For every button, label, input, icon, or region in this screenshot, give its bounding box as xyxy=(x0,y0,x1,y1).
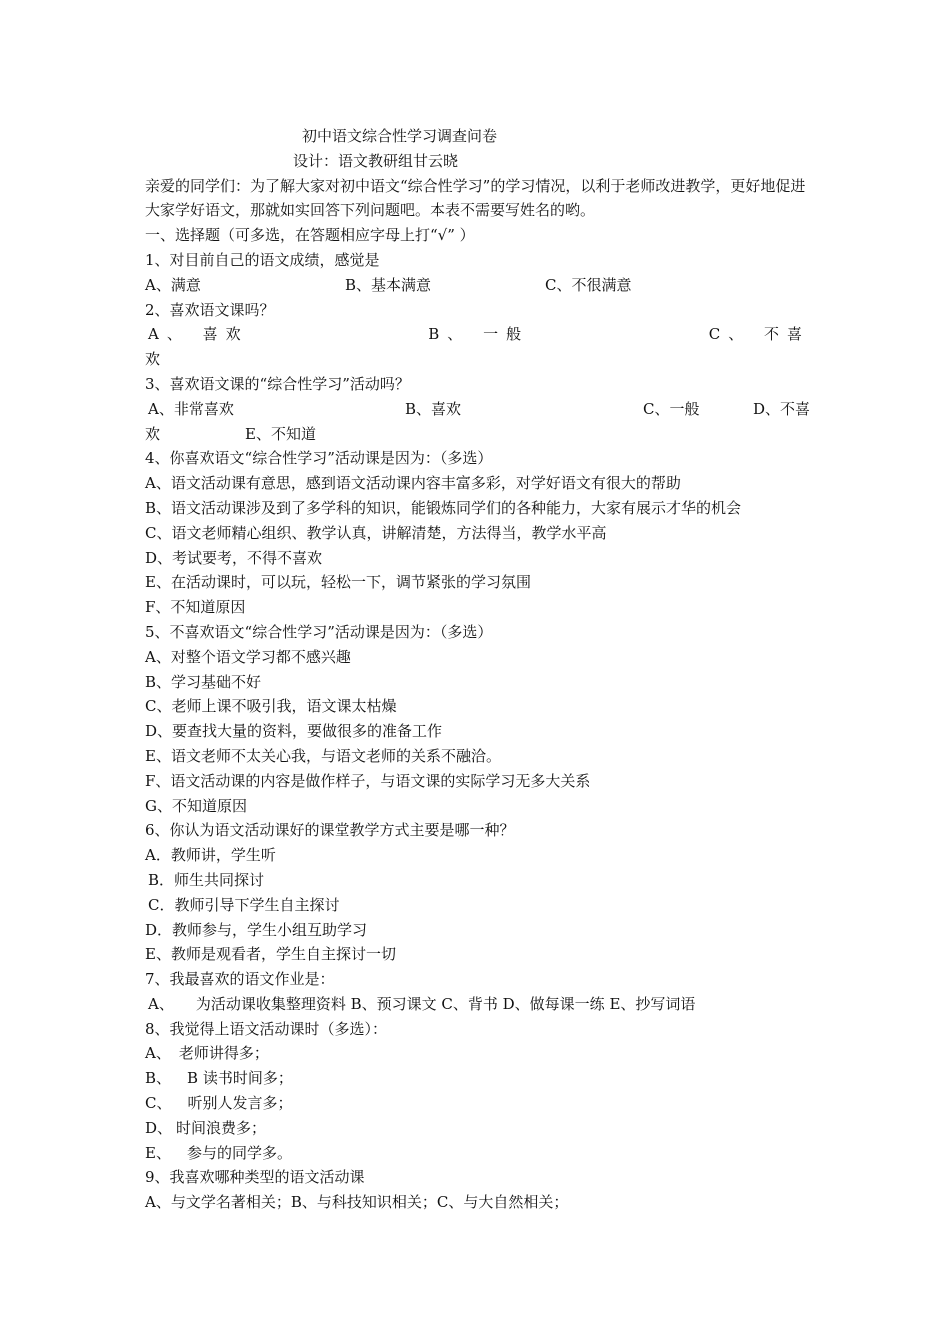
option-b[interactable]: B、语文活动课涉及到了多学科的知识，能锻炼同学们的各种能力，大家有展示才华的机会 xyxy=(145,498,742,517)
option-text: B 读书时间多； xyxy=(187,1069,293,1088)
option-b[interactable]: B、喜欢 xyxy=(405,399,462,418)
option-e[interactable] xyxy=(145,1141,810,1166)
option-c[interactable] xyxy=(145,1091,810,1116)
option-b[interactable] xyxy=(145,1066,810,1091)
option-text: 参与的同学多。 xyxy=(186,1143,292,1162)
option-f[interactable]: F、不知道原因 xyxy=(145,598,246,617)
question-1: 1、对目前自己的语文成绩，感觉是 xyxy=(145,250,380,269)
question-7: 7、我最喜欢的语文作业是： xyxy=(145,970,335,989)
document-title: 初中语文综合性学习调查问卷 xyxy=(302,127,498,145)
option-a[interactable]: A、 喜欢 xyxy=(148,325,249,344)
option-c[interactable]: C．教师引导下学生自主探讨 xyxy=(148,895,340,914)
question-4: 4、你喜欢语文“综合性学习”活动课是因为：（多选） xyxy=(145,449,493,468)
question-9-options[interactable]: A、与文学名著相关；B、与科技知识相关；C、与大自然相关； xyxy=(145,1193,569,1212)
option-a[interactable]: A．教师讲，学生听 xyxy=(145,846,276,865)
option-f[interactable]: F、语文活动课的内容是做作样子，与语文课的实际学习无多大关系 xyxy=(145,771,591,790)
option-b[interactable]: B．师生共同探讨 xyxy=(148,870,265,889)
option-d[interactable]: D、考试要考，不得不喜欢 xyxy=(145,548,323,567)
question-3-options-cont xyxy=(145,422,810,447)
option-d[interactable]: D．教师参与，学生小组互助学习 xyxy=(145,920,368,939)
option-c[interactable]: C、 不喜 xyxy=(708,325,810,344)
question-7-options xyxy=(145,992,810,1017)
option-label: B、 xyxy=(145,1069,172,1088)
question-8: 8、我觉得上语文活动课时（多选）： xyxy=(145,1019,388,1038)
option-a[interactable]: A、满意 xyxy=(145,275,201,294)
option-e[interactable]: E、不知道 xyxy=(245,424,316,443)
intro-paragraph: 亲爱的同学们：为了解大家对初中语文“综合性学习”的学习情况，以利于老师改进教学，更好地促进大家学好语文，那就如实回答下列问题吧。本表不需要写姓名的哟。 xyxy=(145,176,806,220)
document-page xyxy=(145,124,810,1215)
question-6: 6、你认为语文活动课好的课堂教学方式主要是哪一种？ xyxy=(145,821,515,840)
question-2-options xyxy=(145,322,810,347)
option-b[interactable]: B、基本满意 xyxy=(345,275,432,294)
option-e[interactable]: E、在活动课时，可以玩，轻松一下，调节紧张的学习氛围 xyxy=(145,573,531,592)
option-a-label[interactable]: A、 xyxy=(148,994,174,1013)
option-text: 时间浪费多； xyxy=(176,1118,267,1137)
option-d-continuation: 欢 xyxy=(145,424,161,443)
options-text[interactable]: 为活动课收集整理资料 B、预习课文 C、背书 D、做每课一练 E、抄写词语 xyxy=(195,994,696,1013)
option-c[interactable]: C、一般 xyxy=(643,399,700,418)
option-a[interactable] xyxy=(145,1041,810,1066)
option-b[interactable]: B、 一般 xyxy=(428,325,530,344)
option-e[interactable]: E、教师是观看者，学生自主探讨一切 xyxy=(145,945,396,964)
question-3: 3、喜欢语文课的“综合性学习”活动吗？ xyxy=(145,374,410,393)
question-9: 9、我喜欢哪种类型的语文活动课 xyxy=(145,1168,365,1187)
section-heading: 一、选择题（可多选，在答题相应字母上打“√” ） xyxy=(145,226,475,245)
option-c[interactable]: C、不很满意 xyxy=(545,275,632,294)
question-3-options xyxy=(145,397,810,422)
option-e[interactable]: E、语文老师不太关心我，与语文老师的关系不融洽。 xyxy=(145,746,501,765)
question-2: 2、喜欢语文课吗？ xyxy=(145,300,275,319)
option-a[interactable]: A、非常喜欢 xyxy=(148,399,234,418)
question-1-options xyxy=(145,273,810,298)
option-c[interactable]: C、语文老师精心组织、教学认真，讲解清楚，方法得当，教学水平高 xyxy=(145,523,607,542)
option-d[interactable]: D、要查找大量的资料，要做很多的准备工作 xyxy=(145,722,443,741)
option-text: 听别人发言多； xyxy=(187,1094,293,1113)
option-a[interactable]: A、语文活动课有意思，感到语文活动课内容丰富多彩，对学好语文有很大的帮助 xyxy=(145,474,681,493)
option-text: 老师讲得多； xyxy=(178,1044,269,1063)
option-c[interactable]: C、老师上课不吸引我，语文课太枯燥 xyxy=(145,697,397,716)
option-d[interactable]: D、不喜 xyxy=(752,399,810,418)
option-b[interactable]: B、学习基础不好 xyxy=(145,672,262,691)
option-g[interactable]: G、不知道原因 xyxy=(145,796,247,815)
option-label: A、 xyxy=(145,1044,171,1063)
option-d[interactable] xyxy=(145,1116,810,1141)
option-label: C、 xyxy=(145,1094,172,1113)
designer-line: 设计：语文教研组甘云晓 xyxy=(293,151,459,170)
question-5: 5、不喜欢语文“综合性学习”活动课是因为：（多选） xyxy=(145,622,493,641)
option-label: E、 xyxy=(145,1143,171,1162)
option-c-continuation: 欢 xyxy=(145,350,161,369)
option-label: D、 xyxy=(145,1118,173,1137)
option-a[interactable]: A、对整个语文学习都不感兴趣 xyxy=(145,647,351,666)
